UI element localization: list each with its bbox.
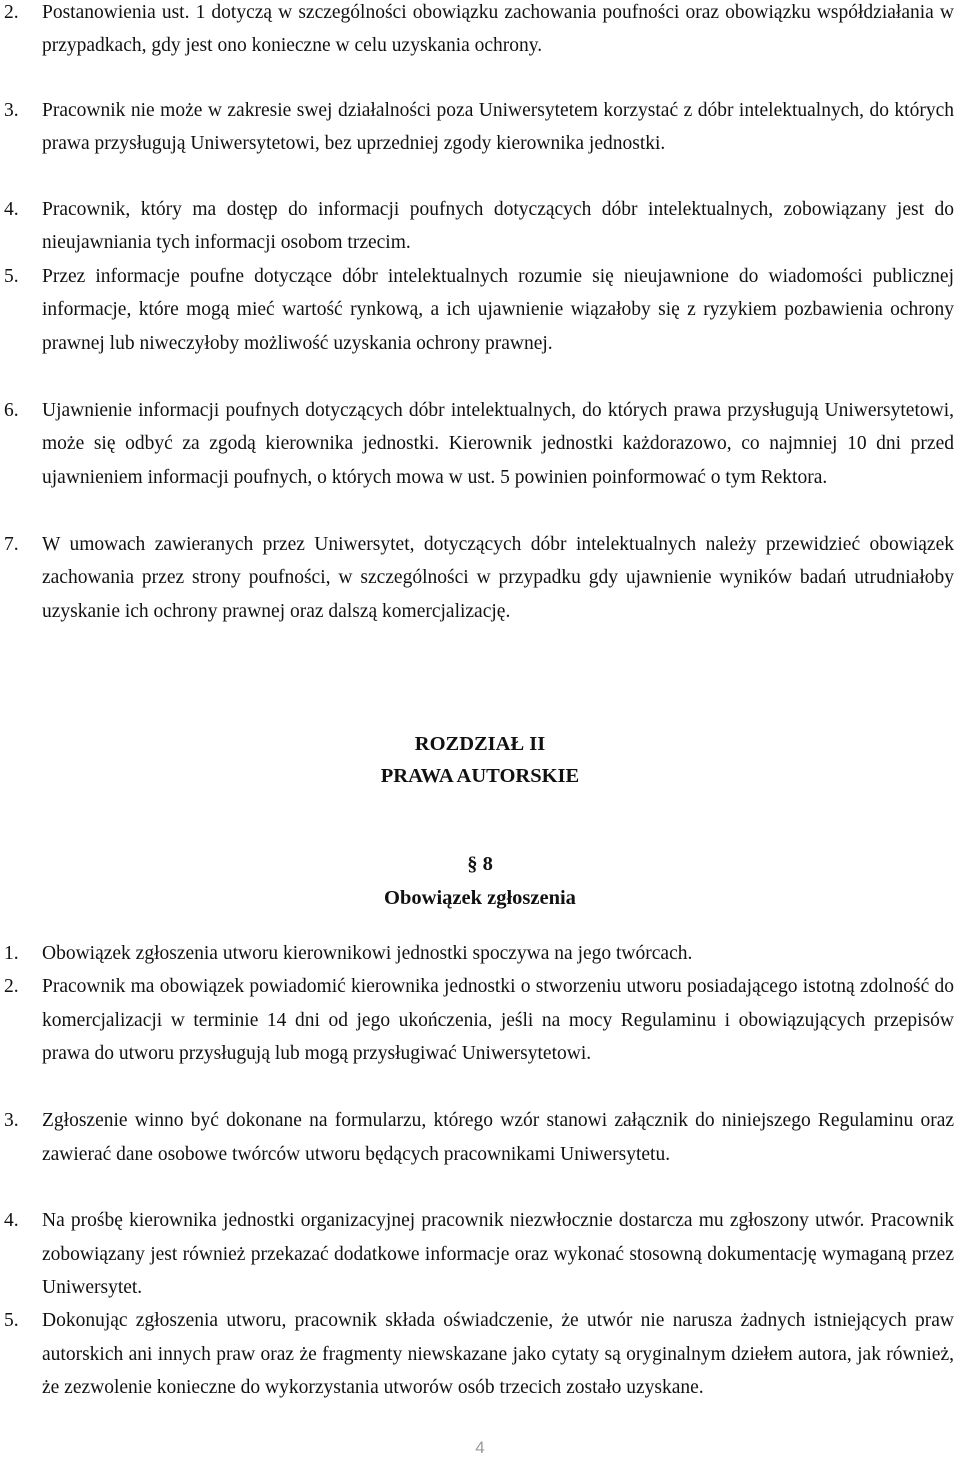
item-number: 3. [4,100,19,121]
item-text: W umowach zawieranych przez Uniwersytet, dotyczących dóbr intelektualnych należy przewidzieć obowiązek zachowania przez strony poufności, w szczególności w przypadku gdy ujawnienie wyników badań utrudniałoby uzyskanie ich ochrony prawnej oraz dalszą komercjalizację. [42,534,954,622]
item-number: 2. [4,2,19,23]
list-item [4,0,954,63]
item-number: 4. [4,1210,19,1231]
paragraph-mark [0,853,960,876]
item-number: 3. [4,1110,19,1131]
item-text: Zgłoszenie winno być dokonane na formularzu, którego wzór stanowi załącznik do niniejszego Regulaminu oraz zawierać dane osobowe twórców utworu będących pracownikami Uniwersytetu. [42,1110,954,1165]
list-item [4,260,954,360]
list-item [4,970,954,1071]
list-item [4,1304,954,1405]
item-text: Pracownik, który ma dostęp do informacji poufnych dotyczących dóbr intelektualnych, zobowiązany jest do nieujawniania tych informacji osobom trzecim. [42,199,954,254]
item-text: Pracownik ma obowiązek powiadomić kierownika jednostki o stworzeniu utworu posiadającego istotną zdolność do komercjalizacji w terminie 14 dni od jego ukończenia, jeśli na mocy Regulaminu i obowiązujących przepisów prawa do utworu przysługują lub mogą przysługiwać Uniwersytetowi. [42,976,954,1065]
item-number: 7. [4,534,19,555]
page-number: 4 [475,1438,485,1457]
paragraph-title: Obowiązek zgłoszenia [384,887,576,909]
paragraph-number: 8 [482,853,493,875]
chapter-title: PRAWA AUTORSKIE [380,765,580,787]
item-text: Pracownik nie może w zakresie swej działalności poza Uniwersytetem korzystać z dóbr intelektualnych, do których prawa przysługują Uniwersytetowi, bez uprzedniej zgody kierownika jednostki. [42,100,954,155]
item-number: 4. [4,199,19,220]
list-item [4,528,954,628]
item-text: Dokonując zgłoszenia utworu, pracownik składa oświadczenie, że utwór nie narusza żadnych istniejących praw autorskich ani innych praw oraz że fragmenty niewskazane jako cytaty są oryginalnym dziełem autora, jak również, że zezwolenie konieczne do wykorzystania utworów osób trzecich zostało uzyskane. [42,1310,954,1399]
list-item [4,193,954,260]
item-number: 1. [4,943,19,964]
list-item [4,1104,954,1171]
item-text: Na prośbę kierownika jednostki organizacyjnej pracownik niezwłocznie dostarcza mu zgłoszony utwór. Pracownik zobowiązany jest również przekazać dodatkowe informacje oraz wykonać stosowną dokumentację wymaganą przez Uniwersytet. [42,1210,954,1299]
item-number: 5. [4,1310,19,1331]
item-number: 6. [4,400,19,421]
list-item [4,937,954,970]
item-text: Obowiązek zgłoszenia utworu kierownikowi jednostki spoczywa na jego twórcach. [42,943,693,964]
item-number: 2. [4,976,19,997]
list-item [4,94,954,161]
section-sign-icon: § [467,853,478,875]
list-item [4,394,954,494]
item-text: Postanowienia ust. 1 dotyczą w szczególności obowiązku zachowania poufności oraz obowiązku współdziałania w przypadkach, gdy jest ono konieczne w celu uzyskania ochrony. [42,2,954,57]
item-number: 5. [4,266,19,287]
item-text: Przez informacje poufne dotyczące dóbr intelektualnych rozumie się nieujawnione do wiadomości publicznej informacje, które mogą mieć wartość rynkową, a ich ujawnienie wiązałoby się z ryzykiem pozbawienia ochrony prawnej lub niweczyłoby możliwość uzyskania ochrony prawnej. [42,266,954,354]
chapter-number: ROZDZIAŁ II [414,733,546,755]
list-item [4,1204,954,1305]
item-text: Ujawnienie informacji poufnych dotyczących dóbr intelektualnych, do których prawa przysługują Uniwersytetowi, może się odbyć za zgodą kierownika jednostki. Kierownik jednostki każdorazowo, co najmniej 10 dni przed ujawnieniem informacji poufnych, o których mowa w ust. 5 powinien poinformować o tym Rektora. [42,400,954,488]
